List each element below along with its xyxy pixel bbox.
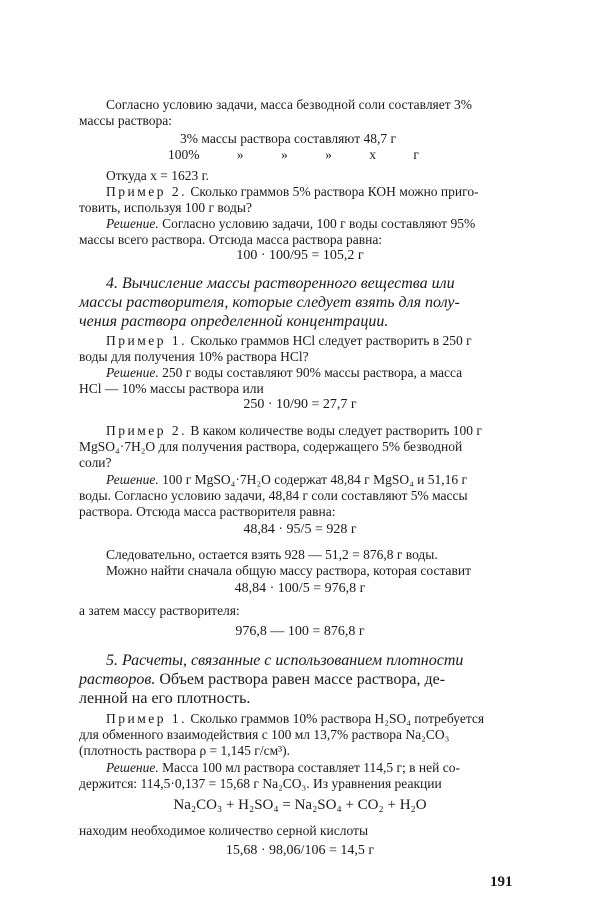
- solution-text: 100 г MgSO₄·7H₂O содержат 48,84 г MgSO₄ и 51,16 г: [162, 472, 468, 487]
- proportion-row: 100% » » » x г: [168, 147, 419, 162]
- solution-line: [106, 365, 462, 381]
- solution-text: 250 г воды составляют 90% массы раствора, а масса: [162, 365, 463, 380]
- solution-line: воды. Согласно условию задачи, 48,84 г соли составляют 5% массы: [79, 488, 468, 503]
- example-text: Сколько граммов 10% раствора H₂SO₄ потребуется: [190, 711, 485, 726]
- example-line: MgSO₄·7H₂O для получения раствора, содержащего 5% безводной: [79, 439, 463, 454]
- section-heading: ленной на его плотность.: [79, 690, 251, 707]
- equation: 100 · 100/95 = 105,2 г: [236, 248, 364, 263]
- equation: 48,84 · 95/5 = 928 г: [243, 522, 357, 537]
- example-line: воды для получения 10% раствора HCl?: [79, 349, 309, 364]
- paragraph-line: Согласно условию задачи, масса безводной соли составляет 3%: [106, 97, 473, 112]
- paragraph-line: массы раствора:: [79, 113, 173, 128]
- example-text: Сколько граммов 5% раствора КОН можно приго-: [190, 184, 479, 199]
- solution-label: Решение.: [106, 216, 159, 231]
- solution-label: Решение.: [106, 365, 159, 380]
- example-label: Пример 1.: [106, 333, 188, 348]
- proportion-row: 3% массы раствора составляют 48,7 г: [180, 131, 397, 146]
- example-line: товить, используя 100 г воды?: [79, 200, 252, 215]
- page-number: 191: [490, 874, 513, 890]
- example-line: соли?: [79, 455, 112, 470]
- section-heading: 4. Вычисление массы растворенного вещества или: [106, 275, 455, 292]
- section-heading: [79, 670, 445, 689]
- solution-line: держится: 114,5·0,137 = 15,68 г Na₂CO₃. Из уравнения реакции: [79, 776, 442, 791]
- section-heading: массы растворителя, которые следует взять для полу-: [79, 294, 460, 311]
- example-line: [106, 184, 479, 200]
- example-text: В каком количестве воды следует растворить 100 г: [190, 423, 482, 438]
- section-heading-plain: Объем раствора равен массе раствора, де-: [159, 671, 446, 688]
- paragraph-line: а затем массу растворителя:: [79, 603, 240, 618]
- paragraph-line: Следовательно, остается взять 928 — 51,2 = 876,8 г воды.: [106, 547, 438, 562]
- solution-text: Масса 100 мл раствора составляет 114,5 г; в ней со-: [162, 760, 460, 775]
- example-line: для обменного взаимодействия с 100 мл 13,7% раствора Na₂CO₃: [79, 727, 450, 742]
- example-label: Пример 1.: [106, 711, 188, 726]
- solution-line: HCl — 10% массы раствора или: [79, 381, 264, 396]
- example-line: [106, 423, 482, 439]
- equation: 250 · 10/90 = 27,7 г: [243, 397, 357, 412]
- paragraph-line: Откуда x = 1623 г.: [106, 168, 210, 183]
- paragraph-line: находим необходимое количество серной кислоты: [79, 823, 369, 838]
- section-heading: чения раствора определенной концентрации.: [79, 313, 389, 330]
- example-line: [106, 333, 472, 349]
- example-label: Пример 2.: [106, 184, 188, 199]
- solution-line: раствора. Отсюда масса растворителя равна:: [79, 504, 336, 519]
- solution-line: [106, 472, 467, 488]
- solution-line: [106, 760, 460, 776]
- solution-label: Решение.: [106, 760, 159, 775]
- solution-label: Решение.: [106, 472, 159, 487]
- solution-line: массы всего раствора. Отсюда масса раствора равна:: [79, 232, 383, 247]
- solution-text: Согласно условию задачи, 100 г воды составляют 95%: [162, 216, 476, 231]
- example-line: (плотность раствора ρ = 1,145 г/см³).: [79, 743, 291, 758]
- equation: 15,68 · 98,06/106 = 14,5 г: [225, 843, 375, 858]
- equation: 976,8 — 100 = 876,8 г: [235, 624, 365, 639]
- equation: 48,84 · 100/5 = 976,8 г: [234, 581, 366, 596]
- solution-line: [106, 216, 475, 232]
- paragraph-line: Можно найти сначала общую массу раствора, которая составит: [106, 563, 471, 578]
- reaction-equation: Na₂CO₃ + H₂SO₄ = Na₂SO₄ + CO₂ + H₂O: [173, 797, 427, 813]
- section-heading: 5. Расчеты, связанные с использованием плотности: [106, 652, 464, 669]
- example-label: Пример 2.: [106, 423, 188, 438]
- example-line: [106, 711, 484, 727]
- section-heading-italic: растворов.: [79, 671, 156, 688]
- example-text: Сколько граммов HCl следует растворить в 250 г: [190, 333, 472, 348]
